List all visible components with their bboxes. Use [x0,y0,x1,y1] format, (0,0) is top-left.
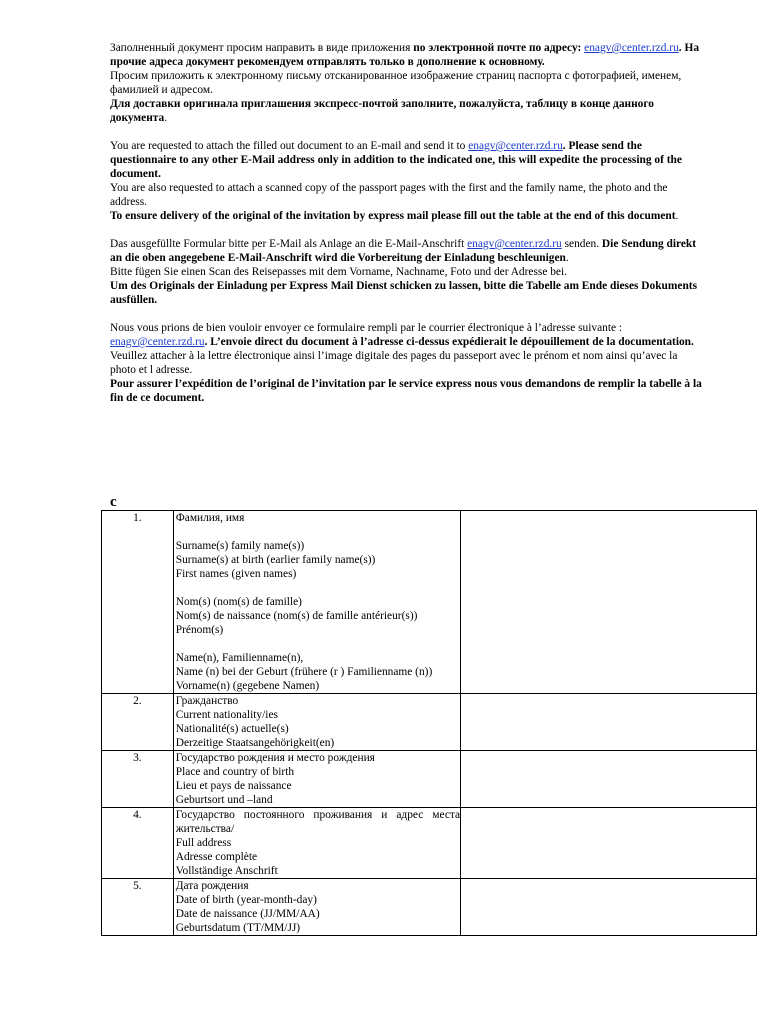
section-letter: c [110,494,117,510]
en-p1-bold-end: , this will expedite the processing of the document. [110,154,682,180]
row-label [173,879,460,936]
label-line: Date of birth (year-month-day) [175,894,317,906]
answer-cell[interactable] [461,879,757,936]
instructions-en [110,139,706,223]
ru-para-2: Просим приложить к электронному письму отсканированное изображение страниц паспорта с фотографией, именем, фамилией и адресом. [110,70,682,96]
label-line: Adresse complète [175,851,258,863]
label-line: Surname(s) at birth (earlier family name(s)) [175,554,376,566]
label-line: Государство постоянного проживания и адрес места жительства/ [175,809,461,835]
label-line: Full address [175,837,232,849]
de-p1-text: Das ausgefüllte Formular bitte per E-Mail als Anlage an die E-Mail-Anschrift [110,238,468,250]
label-line [176,581,460,595]
label-line: Nom(s) de naissance (nom(s) de famille antérieur(s)) [175,610,418,622]
instructions-de [110,237,706,307]
answer-cell[interactable] [461,751,757,808]
ru-p3-bold: Для доставки оригинала приглашения экспресс-почтой заполните, пожалуйста, таблицу в конце данного документа [110,98,654,124]
row-number: 1. [102,511,174,694]
form-table-body [102,511,757,936]
instructions-fr [110,321,706,405]
de-p1-end: . [565,252,569,264]
en-para-3 [110,209,706,223]
label-line: Vorname(n) (gegebene Namen) [175,680,320,692]
fr-p3-bold: Pour assurer l’expédition de l’original de l’invitation par le service express nous vous demandons de remplir la tabelle à la fin de ce document. [110,378,702,404]
ru-p1-bold-end: . На прочие адреса документ рекомендуем отправлять только в дополнение к основному. [110,42,700,68]
label-line: Date de naissance (JJ/MM/AA) [175,908,320,920]
ru-p3-end: . [164,112,168,124]
table-row [102,879,757,936]
answer-cell[interactable] [461,511,757,694]
label-line: Surname(s) family name(s)) [175,540,305,552]
en-para-2: You are also requested to attach a scanned copy of the passport pages with the first and the family name, the photo and the address. [110,182,668,208]
label-line: Name (n) bei der Geburt (frühere (r ) Familienname (n)) [175,666,433,678]
label-line: Prénom(s) [175,624,224,636]
row-number: 4. [102,808,174,879]
email-link-ru[interactable]: enagv@center.rzd.ru [584,42,679,54]
de-p1-text-2: senden. [561,238,602,250]
delivery-form-table [101,510,757,936]
fr-para-2: Veuillez attacher à la lettre électronique ainsi l’image digitale des pages du passeport avec le prénom et nom ainsi qu’avec la photo et l adresse. [110,350,678,376]
de-p3-bold: Um des Originals der Einladung per Express Mail Dienst schicken zu lassen, bitte die Tabelle am Ende dieses Dokuments ausfüllen. [110,280,697,306]
label-line: Place and country of birth [175,766,295,778]
row-number: 3. [102,751,174,808]
row-number: 5. [102,879,174,936]
en-para-1 [110,139,706,181]
en-p3-bold: To ensure delivery of the original of the invitation by express mail please fill out the table at the end of this document [110,210,676,222]
de-para-1 [110,237,706,265]
label-line: Geburtsort und –land [175,794,273,806]
label-line: First names (given names) [175,568,297,580]
label-line: Derzeitige Staatsangehörigkeit(en) [175,737,335,749]
ru-p1-text: Заполненный документ просим направить в виде приложения [110,42,414,54]
en-p1-text: You are requested to attach the filled out document to an E-mail and send it to [110,140,469,152]
row-label [173,751,460,808]
label-line: Name(n), Familienname(n), [175,652,304,664]
ru-para-3 [110,97,706,125]
row-number: 2. [102,694,174,751]
instructions [110,41,706,419]
label-line: Geburtsdatum (TT/MM/JJ) [175,922,301,934]
label-line [176,525,460,539]
table-row [102,751,757,808]
label-line: Nationalité(s) actuelle(s) [175,723,289,735]
answer-cell[interactable] [461,808,757,879]
row-label [173,511,460,694]
de-p1-bold: Die Sendung direkt an die oben angegebene E-Mail-Anschrift wird die Vorbereitung der Einladung beschleunigen [110,238,697,264]
en-p3-end: . [675,210,679,222]
table-row [102,808,757,879]
label-line: Current nationality/ies [175,709,278,721]
email-link-en[interactable]: enagv@center.rzd.ru [468,140,563,152]
fr-para-3 [110,377,706,405]
fr-p1-bold: . L’envoie direct du document à l’adresse ci-dessus expédierait le dépouillement de la documentation. [204,336,694,348]
row-label [173,808,460,879]
de-para-2: Bitte fügen Sie einen Scan des Reisepasses mit dem Vorname, Nachname, Foto und der Adresse bei. [110,266,568,278]
label-line: Гражданство [175,695,239,707]
fr-p1-text: Nous vous prions de bien vouloir envoyer ce formulaire rempli par le courrier électronique à l’adresse suivante : [110,322,623,334]
label-line: Lieu et pays de naissance [175,780,292,792]
label-line: Nom(s) (nom(s) de famille) [175,596,302,608]
email-link-fr[interactable]: enagv@center.rzd.ru [110,336,205,348]
label-line: Дата рождения [175,880,249,892]
table-row [102,694,757,751]
en-p1-bold: . Please send the questionnaire to any other E-Mail address only in addition to the indicated one [110,140,642,166]
fr-para-1 [110,321,706,349]
row-label [173,694,460,751]
label-line [176,637,460,651]
ru-p1-bold: по электронной почте по адресу: [413,42,582,54]
label-line: Государство рождения и место рождения [175,752,375,764]
answer-cell[interactable] [461,694,757,751]
table-row [102,511,757,694]
label-line: Vollständige Anschrift [175,865,278,877]
label-line: Фамилия, имя [175,512,245,524]
ru-para-1 [110,41,706,69]
de-para-3 [110,279,706,307]
email-link-de[interactable]: enagv@center.rzd.ru [467,238,562,250]
instructions-ru [110,41,706,125]
